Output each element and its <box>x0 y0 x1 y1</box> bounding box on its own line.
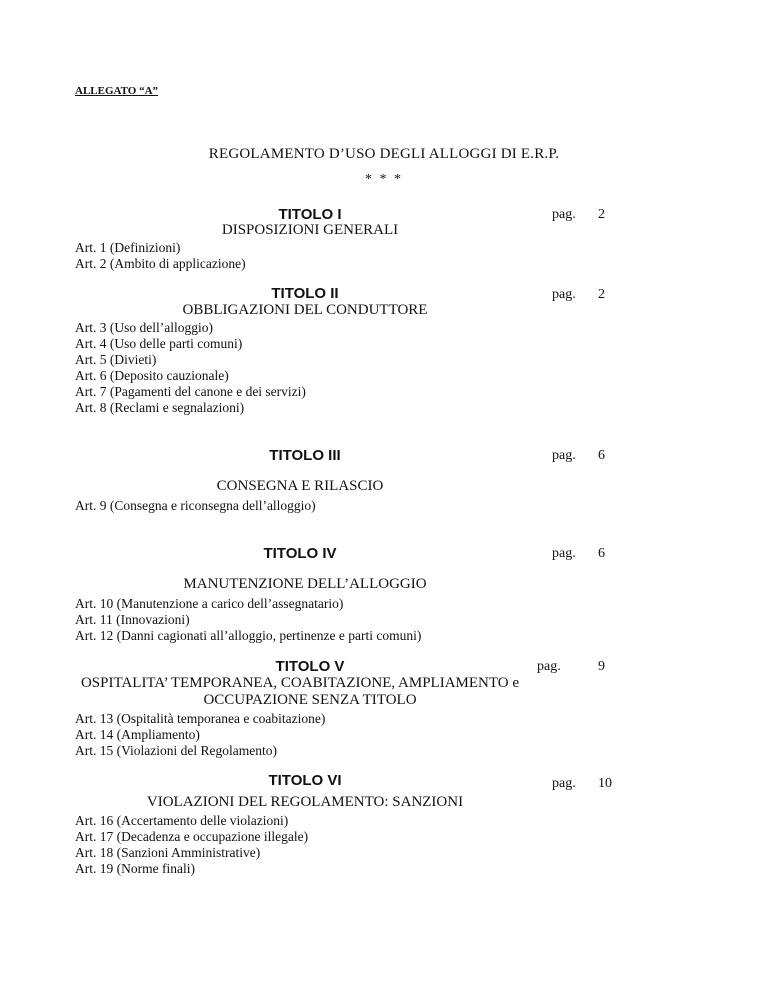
section-heading: TITOLO V <box>275 658 345 675</box>
article-item: Art. 15 (Violazioni del Regolamento) <box>75 743 278 758</box>
article-item: Art. 13 (Ospitalità temporanea e coabitazione) <box>75 711 326 726</box>
section-subtitle-line: OSPITALITA’ TEMPORANEA, COABITAZIONE, AMPLIAMENTO e <box>80 675 520 691</box>
page-number: 2 <box>598 207 605 222</box>
article-item: Art. 7 (Pagamenti del canone e dei servizi) <box>75 384 306 399</box>
article-item: Art. 5 (Divieti) <box>75 352 157 367</box>
section-subtitle: CONSEGNA E RILASCIO <box>216 478 384 494</box>
article-item: Art. 10 (Manutenzione a carico dell’assegnatario) <box>75 596 344 611</box>
article-item: Art. 11 (Innovazioni) <box>75 612 190 627</box>
allegato-label: ALLEGATO “A” <box>75 85 159 97</box>
document-title: REGOLAMENTO D’USO DEGLI ALLOGGI DI E.R.P. <box>208 146 560 162</box>
separator-stars: * * * <box>365 172 403 187</box>
page-label: pag. <box>552 448 576 463</box>
page-number: 9 <box>598 659 605 674</box>
page-label: pag. <box>537 659 561 674</box>
section-subtitle: VIOLAZIONI DEL REGOLAMENTO: SANZIONI <box>146 794 464 810</box>
article-item: Art. 8 (Reclami e segnalazioni) <box>75 400 245 415</box>
section-heading: TITOLO I <box>278 206 342 223</box>
article-item: Art. 3 (Uso dell’alloggio) <box>75 320 213 335</box>
page-number: 10 <box>598 776 612 791</box>
page-label: pag. <box>552 776 576 791</box>
article-item: Art. 12 (Danni cagionati all’alloggio, pertinenze e parti comuni) <box>75 628 422 643</box>
section-heading: TITOLO II <box>271 285 339 302</box>
article-item: Art. 6 (Deposito cauzionale) <box>75 368 229 383</box>
article-item: Art. 2 (Ambito di applicazione) <box>75 256 246 271</box>
section-subtitle: OBBLIGAZIONI DEL CONDUTTORE <box>182 302 428 318</box>
section-heading: TITOLO VI <box>268 772 342 789</box>
article-item: Art. 17 (Decadenza e occupazione illegale) <box>75 829 309 844</box>
page-number: 6 <box>598 546 605 561</box>
page-label: pag. <box>552 207 576 222</box>
article-item: Art. 18 (Sanzioni Amministrative) <box>75 845 261 860</box>
section-subtitle-line: OCCUPAZIONE SENZA TITOLO <box>203 692 417 708</box>
article-item: Art. 16 (Accertamento delle violazioni) <box>75 813 289 828</box>
page-label: pag. <box>552 287 576 302</box>
section-heading: TITOLO IV <box>263 545 337 562</box>
page-number: 2 <box>598 287 605 302</box>
article-item: Art. 1 (Definizioni) <box>75 240 181 255</box>
section-heading: TITOLO III <box>269 447 341 464</box>
article-item: Art. 19 (Norme finali) <box>75 861 195 876</box>
article-item: Art. 14 (Ampliamento) <box>75 727 200 742</box>
section-subtitle: MANUTENZIONE DELL’ALLOGGIO <box>183 576 427 592</box>
article-item: Art. 9 (Consegna e riconsegna dell’alloggio) <box>75 498 316 513</box>
section-subtitle: DISPOSIZIONI GENERALI <box>221 222 399 238</box>
page-number: 6 <box>598 448 605 463</box>
page-label: pag. <box>552 546 576 561</box>
article-item: Art. 4 (Uso delle parti comuni) <box>75 336 243 351</box>
